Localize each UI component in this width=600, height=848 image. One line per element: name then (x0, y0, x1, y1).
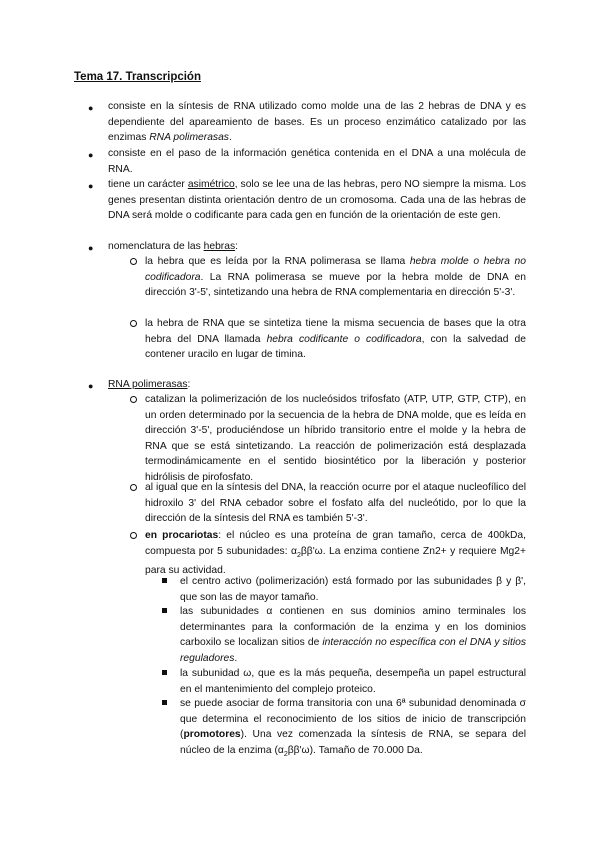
text-b1-italic: RNA polimerasas (149, 132, 229, 144)
circle-bullet-icon (130, 396, 137, 403)
text-b5-1: catalizan la polimerización de los nucleósidos trifosfato (ATP, UTP, GTP, CTP), en un orden determinado por la secuencia de la hebra de DNA molde, que es leída en dirección 3'-5', produciéndose un híbrido transitorio entre el molde y la hebra de RNA que se está sintetizando. La reacción de polimerización está desplazada termodinámicamente en el sentido biosintético por la liberación y posterior hidrólisis de pirofosfato. (145, 394, 526, 483)
page-title: Tema 17. Transcripción (74, 71, 201, 83)
paragraph-5: RNA polimerasas: (108, 379, 191, 390)
paragraph-4-2 (145, 316, 526, 363)
paragraph-s4 (180, 696, 526, 762)
text-b5-2: al igual que en la síntesis del DNA, la reacción ocurre por el ataque nucleofílico del hidroxilo 3' del RNA cebador sobre el fosfato alfa del nucleótido, por lo que la dirección de la síntesis del RNA es también 5'-3'. (145, 482, 526, 525)
square-bullet-icon (162, 578, 167, 583)
text-b4-2-italic: hebra codificante o codificadora (266, 333, 422, 345)
text-b4-2-pre: la hebra de RNA que se sintetiza tiene la misma secuencia de bases que la otra hebra del DNA llamada (145, 318, 526, 345)
text-s1: el centro activo (polimerización) está formado por las subunidades β y β', que son las de mayor tamaño. (180, 576, 526, 603)
paragraph-5-1 (145, 392, 526, 486)
paragraph-s2: las subunidades α contienen en sus dominios amino terminales los determinantes para la conformación de la enzima y en los dominios carboxilo se localizan sitios de interacción no específica con el DNA y sitios reguladores. (180, 606, 526, 664)
circle-bullet-icon (130, 532, 137, 539)
text-b4-1-post: . La RNA polimerasa se mueve por la hebra molde de DNA en dirección 3'-5', sintetizando una hebra de RNA complementaria en dirección 5'-3'. (145, 271, 526, 299)
text-b5-3-bold: en procariotas (145, 530, 219, 541)
text-b4-2-post: , con la salvedad de contener uracilo en lugar de timina. (145, 333, 526, 361)
paragraph-s1 (180, 574, 526, 605)
text-s4-a: se puede asociar de forma transitoria con una 6ª subunidad denominada σ que determina el reconocimiento de los sitios de inicio de transcripción ( (180, 698, 526, 741)
square-bullet-icon (162, 700, 167, 705)
paragraph-s3 (180, 666, 526, 697)
text-s3: la subunidad ω, que es la más pequeña, desempeña un papel estructural en el mantenimiento del complejo proteico. (180, 668, 526, 695)
paragraph-4-1 (145, 254, 526, 301)
square-bullet-icon (162, 608, 167, 613)
text-b4-underline: hebras (203, 241, 236, 252)
text-s4-c: ββ'ω). Tamaño de 70.000 Da. (287, 744, 423, 756)
text-s4-sub: 2 (283, 750, 288, 758)
text-s4-bold: promotores (183, 729, 241, 741)
bullet-dot-icon: ● (88, 103, 94, 113)
bullet-dot-icon: ● (88, 150, 94, 160)
text-b3-post: , solo se lee una de las hebras, pero NO siempre la misma. Los genes presentan distinta orientación dentro de un cromosoma. Cada una de las hebras de DNA será molde o codificante para cada gen en función de la orientación de este gen. (108, 179, 526, 222)
paragraph-5-2 (145, 480, 526, 527)
text-b5-3-a: : el núcleo es una proteína de gran tamaño, cerca de 400kDa, compuesta por 5 subunidades: α (145, 530, 526, 557)
text-b4-1-italic: hebra molde o hebra no codificadora (145, 256, 526, 283)
circle-bullet-icon (130, 484, 137, 491)
text-b5-underline: RNA polimerasas (108, 379, 188, 390)
paragraph-4: nomenclatura de las hebras: (108, 241, 238, 252)
circle-bullet-icon (130, 320, 137, 327)
text-s2-italic: interacción no específica con el DNA y sitios reguladores (180, 637, 526, 664)
text-s4-b: ). Una vez comenzada la síntesis de RNA, se separa del núcleo de la enzima (α (180, 729, 526, 756)
paragraph-2 (108, 146, 526, 177)
text-b4-pre: nomenclatura de las (108, 241, 201, 252)
circle-bullet-icon (130, 258, 137, 265)
text-b5-3-sub: 2 (296, 551, 301, 559)
paragraph-5-3 (145, 528, 526, 579)
square-bullet-icon (162, 670, 167, 675)
text-b1: consiste en la síntesis de RNA utilizado como molde una de las 2 hebras de DNA y es dependiente del apareamiento de bases. Es un proceso enzimático catalizado por las enzimas (108, 101, 526, 144)
text-b3-underline: asimétrico (187, 179, 235, 190)
text-b5-3-b: ββ'ω. La enzima contiene Zn2+ y requiere Mg2+ para su actividad. (145, 545, 526, 577)
bullet-dot-icon: ● (88, 181, 94, 191)
bullet-dot-icon: ● (88, 243, 94, 253)
text-s2-pre: las subunidades α contienen en sus dominios amino terminales los determinantes para la conformación de la enzima y en los dominios carboxilo se localizan sitios de (180, 606, 526, 649)
bullet-dot-icon: ● (88, 381, 94, 391)
paragraph-3 (108, 177, 526, 224)
paragraph-1: consiste en la síntesis de RNA utilizado como molde una de las 2 hebras de DNA y es dependiente del apareamiento de bases. Es un proceso enzimático catalizado por las enzimas RNA polimerasas. (108, 101, 526, 144)
text-b3-pre: tiene un carácter (108, 179, 185, 190)
text-b2: consiste en el paso de la información genética contenida en el DNA a una molécula de RNA. (108, 148, 526, 175)
text-b4-1-pre: la hebra que es leída por la RNA polimerasa se llama (145, 256, 406, 267)
